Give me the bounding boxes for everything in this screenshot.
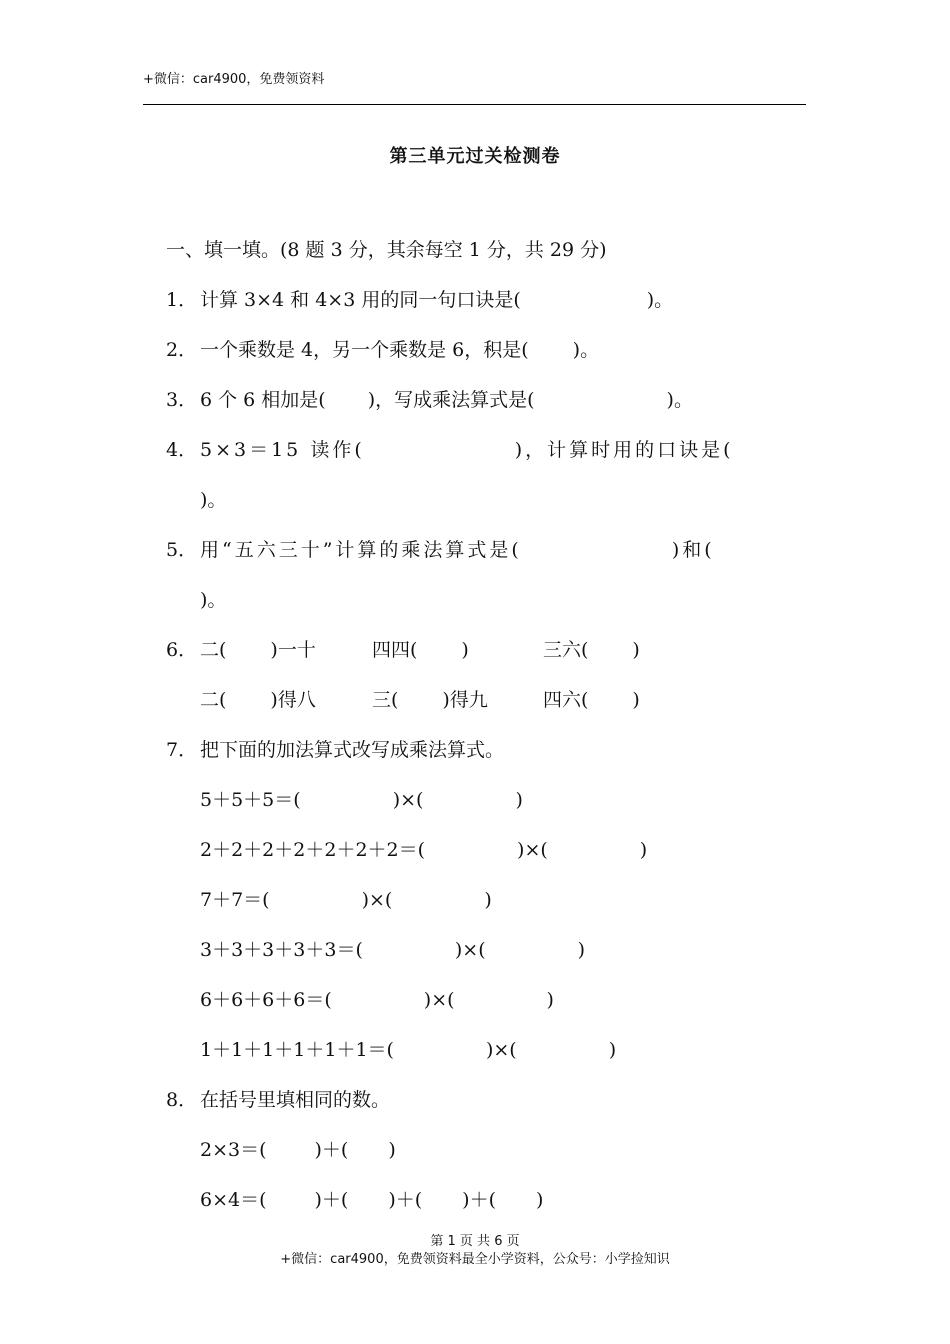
q1-close: )。 <box>646 289 674 311</box>
q4-number: 4． <box>166 439 198 461</box>
question-7 <box>166 738 504 762</box>
q6-row2-item3: 四六( ) <box>543 689 640 711</box>
q3-number: 3． <box>166 389 198 411</box>
page-number: 第 1 页 共 6 页 <box>430 1234 520 1249</box>
q7-item: 7＋7＝( )×( ) <box>200 889 492 911</box>
q6-row2-item1: 二( )得八 <box>200 689 316 711</box>
header-rule <box>143 104 806 105</box>
q3-text-b: )，写成乘法算式是( <box>367 389 535 411</box>
q1-text: 计算 3×4 和 4×3 用的同一句口诀是( <box>200 289 521 311</box>
q7-item: 1＋1＋1＋1＋1＋1＝( )×( ) <box>200 1039 617 1061</box>
question-5 <box>166 538 715 562</box>
q7-item: 3＋3＋3＋3＋3＝( )×( ) <box>200 939 586 961</box>
q2-number: 2． <box>166 339 198 361</box>
q1-number: 1． <box>166 289 198 311</box>
q6-row1-item3: 三六( ) <box>543 639 640 661</box>
header-text: +微信：car4900，免费领资料 <box>143 72 325 87</box>
q5-close: )。 <box>200 589 227 611</box>
q7-number: 7． <box>166 739 198 761</box>
q7-item: 6＋6＋6＋6＝( )×( ) <box>200 989 554 1011</box>
q3-text-a: 6 个 6 相加是( <box>200 389 326 411</box>
q4-close: )。 <box>200 489 227 511</box>
q6-row1-item2: 四四( ) <box>372 639 469 661</box>
q8-text: 在括号里填相同的数。 <box>200 1089 391 1111</box>
q2-close: )。 <box>572 339 600 361</box>
q3-close: )。 <box>666 389 693 411</box>
question-8 <box>166 1088 390 1112</box>
q7-item: 5＋5＋5＝( )×( ) <box>200 789 523 811</box>
q7-text: 把下面的加法算式改写成乘法算式。 <box>200 739 505 761</box>
q5-text-a: 用“五六三十”计算的乘法算式是( <box>200 539 522 561</box>
q6-row2-item2: 三( )得九 <box>372 689 488 711</box>
q4-text-a: 5×3＝15 读作( <box>200 439 365 461</box>
q5-number: 5． <box>166 539 198 561</box>
question-1 <box>166 288 673 312</box>
question-2 <box>166 338 599 362</box>
q6-row1-item1: 二( )一十 <box>200 639 316 661</box>
q7-item: 2＋2＋2＋2＋2＋2＋2＝( )×( ) <box>200 839 648 861</box>
page-title: 第三单元过关检测卷 <box>389 146 561 167</box>
q2-text: 一个乘数是 4，另一个乘数是 6，积是( <box>200 339 529 361</box>
question-6-number: 6． <box>166 639 198 661</box>
q4-text-b: )，计算时用的口诀是( <box>514 439 734 461</box>
q5-text-b: )和( <box>671 539 715 561</box>
q5-continuation <box>200 588 226 612</box>
q8-number: 8． <box>166 1089 198 1111</box>
footer-note: +微信：car4900，免费领资料最全小学资料，公众号：小学捡知识 <box>280 1252 670 1267</box>
q4-continuation <box>200 488 226 512</box>
question-4 <box>166 438 734 462</box>
section-heading: 一、填一填。(8 题 3 分，其余每空 1 分，共 29 分) <box>166 239 607 261</box>
q8-equation-1: 2×3＝( )＋( ) <box>200 1139 396 1161</box>
question-3 <box>166 388 693 412</box>
q8-equation-2: 6×4＝( )＋( )＋( )＋( ) <box>200 1189 544 1211</box>
